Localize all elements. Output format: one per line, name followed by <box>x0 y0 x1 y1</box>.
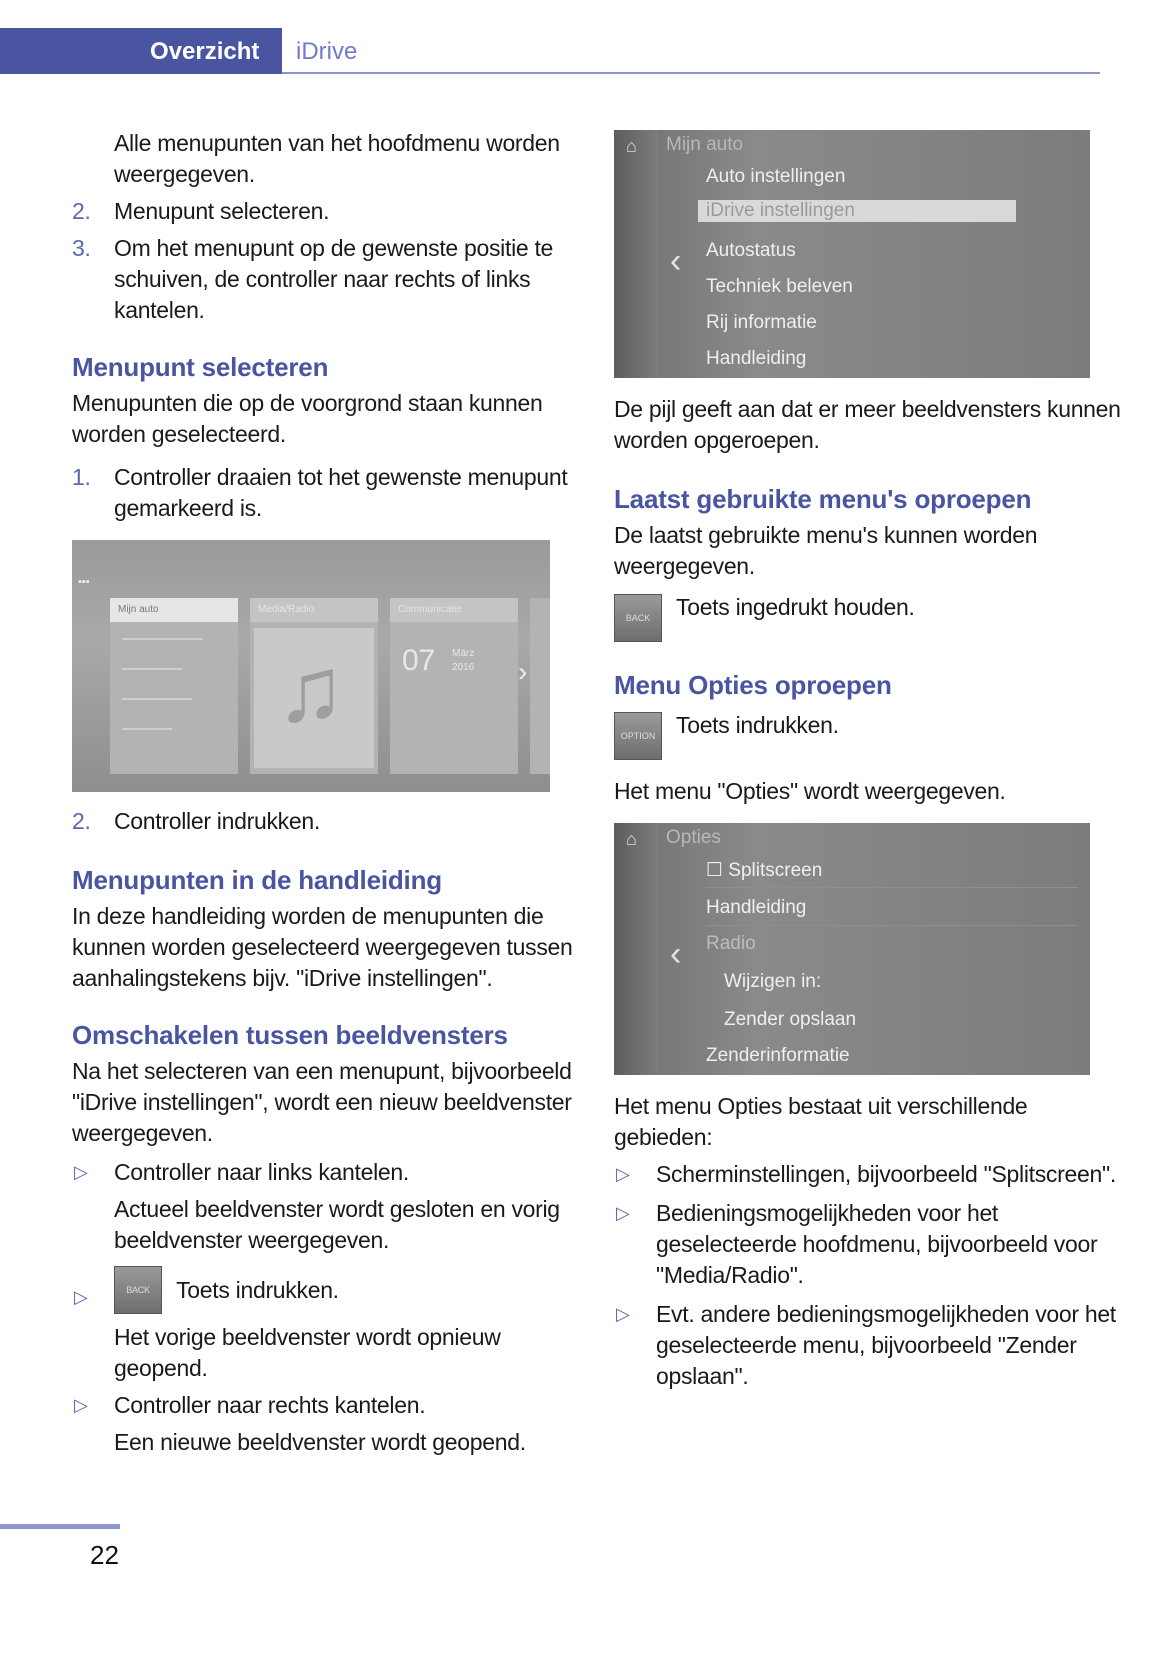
my-car-screenshot <box>614 130 1090 378</box>
bullet-sub: Actueel beeldvenster wordt gesloten en vorig beeldvenster weergegeven. <box>114 1196 560 1253</box>
screen-item: Rij informatie <box>706 312 817 333</box>
chevron-left-icon: ‹ <box>670 242 682 280</box>
list-item: 2. Controller indrukken. <box>72 808 320 834</box>
screen-item: Handleiding <box>706 897 807 918</box>
bullet-triangle-icon: ▷ <box>616 1304 630 1324</box>
list-item: 2. Menupunt selecteren. <box>72 198 330 224</box>
bullet-triangle-icon: ▷ <box>74 1395 88 1415</box>
signal-icon: ▪▪▪ <box>78 576 90 588</box>
list-item: ▷ Bedieningsmogelijkheden voor het geselecteerde hoofdmenu, bijvoorbeeld voor "Media/Radio". <box>616 1200 1098 1288</box>
tile-media-radio <box>250 598 378 774</box>
screen-item: Auto instellingen <box>706 166 846 187</box>
heading-select: Menupunt selecteren <box>72 352 329 382</box>
list-item: 1. Controller draaien tot het gewenste menupunt gemarkeerd is. <box>72 464 568 521</box>
screen-item: Radio <box>706 933 756 954</box>
para-last-used: De laatst gebruikte menu's kunnen worden weergegeven. <box>614 522 1038 579</box>
list-item: ▷ Evt. andere bedieningsmogelijkheden voor het geselecteerde menu, bijvoorbeeld "Zender opslaan". <box>616 1301 1116 1389</box>
list-item: ▷ BACK Toets indrukken. <box>72 1266 582 1316</box>
subsection-title: iDrive <box>296 38 358 65</box>
page-number: 22 <box>90 1540 119 1570</box>
key-press-text: Toets indrukken. <box>676 712 839 738</box>
heading-switch: Omschakelen tussen beeldvensters <box>72 1020 508 1050</box>
screen-item-highlighted: iDrive instellingen <box>698 200 1016 222</box>
right-column <box>614 130 1124 1392</box>
chevron-left-icon: ‹ <box>670 935 682 973</box>
home-icon: ⌂ <box>626 829 637 849</box>
option-key-icon: OPTION <box>614 712 662 760</box>
para-switch: Na het selecteren van een menupunt, bijvoorbeeld "iDrive instellingen", wordt een nieuw beeldvenster weergegeven. <box>72 1058 572 1146</box>
bullet-triangle-icon: ▷ <box>74 1162 88 1182</box>
key-row-back <box>614 592 1124 642</box>
back-key-icon: BACK <box>114 1266 162 1314</box>
tile-my-car <box>110 598 238 774</box>
header-rule <box>282 72 1100 74</box>
date-day: 07 <box>402 644 436 677</box>
screen-item: Zenderinformatie <box>706 1045 850 1066</box>
screen-item: Handleiding <box>706 348 807 369</box>
screen-item: ☐ Splitscreen <box>706 860 823 881</box>
back-key-icon: BACK <box>614 594 662 642</box>
main-menu-screenshot <box>72 540 550 792</box>
intro-continued: Alle menupunten van het hoofdmenu worden weergegeven. <box>114 130 560 187</box>
key-row-option <box>614 710 1124 760</box>
options-screenshot <box>614 823 1090 1075</box>
list-item: 3. Om het menupunt op de gewenste positie te schuiven, de controller naar rechts of links kantelen. <box>72 235 554 323</box>
list-item: ▷ Scherminstellingen, bijvoorbeeld "Splitscreen". <box>614 1159 1124 1190</box>
para-options-shown: Het menu "Opties" wordt weergegeven. <box>614 778 1006 804</box>
screen-title: Opties <box>666 827 721 848</box>
screen-item: Zender opslaan <box>724 1009 857 1030</box>
tile-label: Media/Radio <box>250 598 378 622</box>
tile-label: Mijn auto <box>110 598 238 622</box>
key-hold-text: Toets ingedrukt houden. <box>676 594 915 620</box>
screen-item: Autostatus <box>706 240 796 261</box>
tile-partial <box>530 598 550 774</box>
bullet-triangle-icon: ▷ <box>616 1164 630 1184</box>
date-year: 2016 <box>452 662 475 673</box>
tile-communication <box>390 598 518 774</box>
screen-item: Techniek beleven <box>706 276 853 297</box>
footer-rule <box>0 1524 120 1529</box>
home-icon: ⌂ <box>626 136 637 156</box>
screen-title: Mijn auto <box>666 134 744 155</box>
date-month: März <box>452 648 475 659</box>
section-title: Overzicht <box>150 38 260 65</box>
bullet-sub: Een nieuwe beeldvenster wordt geopend. <box>114 1429 526 1455</box>
tile-label: Communicatie <box>390 598 518 622</box>
para-consists: Het menu Opties bestaat uit verschillende gebieden: <box>614 1093 1028 1150</box>
screen-item: Wijzigen in: <box>724 971 822 992</box>
heading-last-used: Laatst gebruikte menu's oproepen <box>614 484 1032 514</box>
para-select: Menupunten die op de voorgrond staan kunnen worden geselecteerd. <box>72 390 543 447</box>
bullet-sub: Het vorige beeldvenster wordt opnieuw geopend. <box>114 1324 501 1381</box>
bullet-triangle-icon: ▷ <box>616 1203 630 1223</box>
chevron-right-icon: › <box>518 656 528 687</box>
left-column <box>72 128 582 1458</box>
para-arrow: De pijl geeft aan dat er meer beeldvensters kunnen worden opgeroepen. <box>614 396 1121 453</box>
heading-options: Menu Opties oproepen <box>614 670 892 700</box>
para-manual: In deze handleiding worden de menupunten die kunnen worden geselecteerd weergegeven tussen aanhalingstekens bijv. "iDrive instellingen". <box>72 903 573 991</box>
steps-list <box>72 196 582 326</box>
heading-manual: Menupunten in de handleiding <box>72 865 442 895</box>
bullet-triangle-icon: ▷ <box>74 1287 88 1307</box>
list-item: ▷ Controller naar rechts kantelen. <box>72 1390 582 1421</box>
list-item: ▷ Controller naar links kantelen. <box>72 1157 582 1188</box>
music-note-icon: ♫ <box>276 639 345 741</box>
